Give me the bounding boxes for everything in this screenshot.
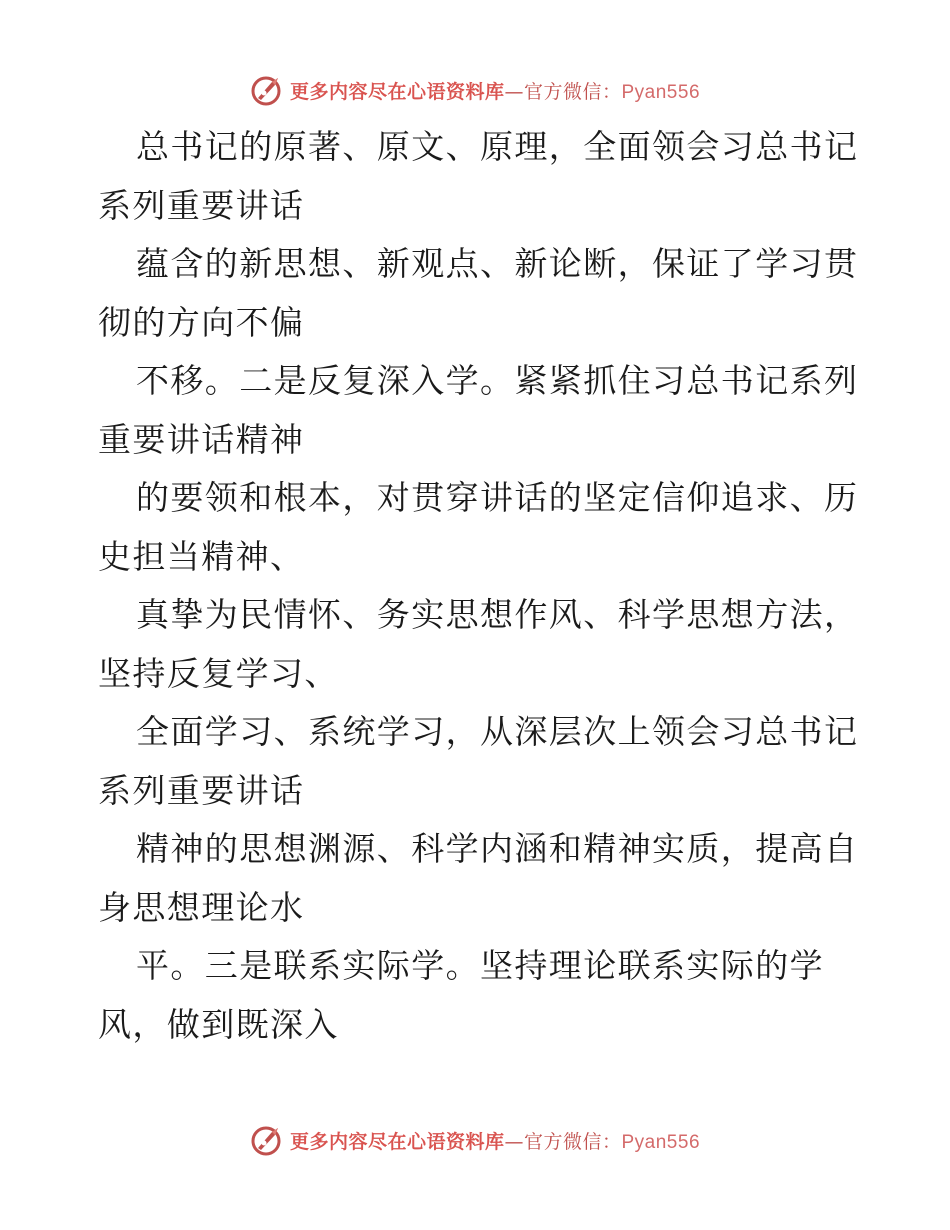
- body-line: 系列重要讲话: [98, 770, 305, 810]
- body-line: 史担当精神、: [98, 536, 305, 576]
- footer-banner-text: [290, 1127, 700, 1154]
- header-brand-text: 更多内容尽在心语资料库: [289, 80, 505, 103]
- body-line: 重要讲话精神: [98, 419, 305, 459]
- body-line: 平。三是联系实际学。坚持理论联系实际的学: [136, 946, 824, 985]
- body-line: 彻的方向不偏: [98, 302, 305, 342]
- body-line: 系列重要讲话: [98, 185, 305, 225]
- body-line: 的要领和根本，对贯穿讲话的坚定信仰追求、历: [136, 478, 859, 517]
- footer-brand-text: 更多内容尽在心语资料库: [289, 1130, 505, 1153]
- footer-dash: —: [504, 1130, 524, 1153]
- body-line: 真挚为民情怀、务实思想作风、科学思想方法，: [136, 595, 859, 634]
- footer-banner: [0, 1120, 950, 1160]
- body-line: 总书记的原著、原文、原理，全面领会习总书记: [136, 127, 859, 166]
- header-dash: —: [504, 80, 524, 103]
- footer-wechat-label: 官方微信：: [523, 1130, 622, 1153]
- header-wechat-label: 官方微信：: [523, 80, 622, 103]
- pen-nib-logo-icon: [250, 72, 286, 108]
- body-line: 蕴含的新思想、新观点、新论断，保证了学习贯: [136, 244, 859, 283]
- body-line: 精神的思想渊源、科学内涵和精神实质，提高自: [136, 829, 859, 868]
- header-wechat-id: Pyan556: [621, 81, 701, 103]
- body-line: 坚持反复学习、: [98, 653, 339, 693]
- header-banner-text: [290, 77, 700, 104]
- header-banner: [0, 70, 950, 110]
- body-line: 不移。二是反复深入学。紧紧抓住习总书记系列: [136, 361, 859, 400]
- body-line: 风，做到既深入: [98, 1004, 339, 1044]
- footer-wechat-id: Pyan556: [621, 1131, 701, 1153]
- pen-nib-logo-icon: [250, 1122, 286, 1158]
- document-body: [98, 118, 858, 1054]
- body-line: 身思想理论水: [98, 887, 305, 927]
- body-line: 全面学习、系统学习，从深层次上领会习总书记: [136, 712, 859, 751]
